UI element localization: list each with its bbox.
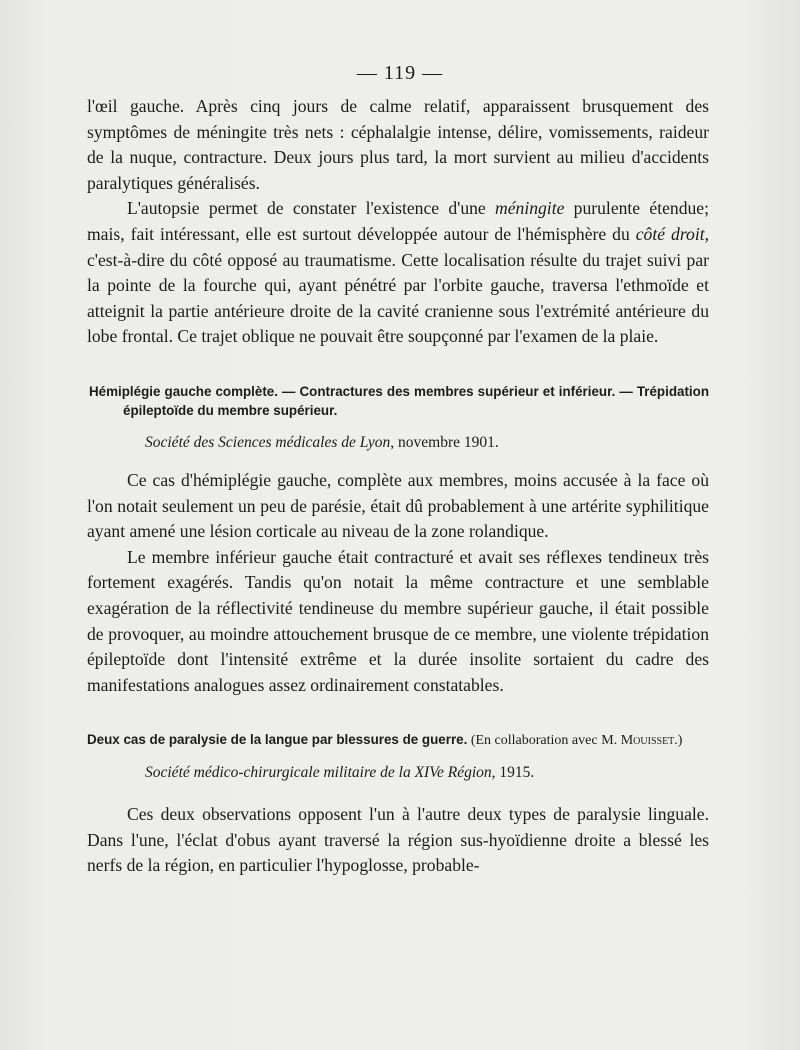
- paragraph-autopsie: [87, 196, 709, 350]
- heading-paralysie-collab: (En collaboration avec: [467, 733, 598, 749]
- heading-paralysie-name: M. Mouisset.): [601, 733, 683, 749]
- heading-paralysie-title: Deux cas de paralysie de la langue par blessures de guerre.: [87, 732, 468, 748]
- paragraph-continuation: l'œil gauche. Après cinq jours de calme relatif, apparaissent brusquement des symptômes de méningite très nets : céphalalgie intense, délire, vomissements, raideur de la nuque, contracture. Deux jours plus tard, la mort survient au milieu d'accidents paralytiques généralisés.: [87, 96, 709, 193]
- autopsie-text-a: L'autopsie permet de constater l'existence d'une: [127, 198, 496, 219]
- paragraph-hemiplegie-2: Le membre inférieur gauche était contracturé et avait ses réflexes tendineux très fortement exagérés. Tandis qu'on notait la même contracture et une semblable exagération de la réflectivité tendineuse du membre supérieur gauche, il était possible de provoquer, au moindre attouchement brusque de ce membre, une violente trépidation épileptoïde dont l'intensité extrême et la durée insolite sortaient du cadre des manifestations analogues assez ordinairement constatables.: [87, 546, 709, 695]
- source-society-militaire: Société médico-chirurgicale militaire de la XIVe Région: [145, 764, 492, 782]
- paragraph-hemiplegie-1: Ce cas d'hémiplégie gauche, complète aux membres, moins accusée à la face où l'on notait seulement un peu de parésie, était dû probablement à une artérite syphilitique ayant amené une lésion corticale au niveau de la zone rolandique.: [87, 469, 709, 542]
- page-content: [87, 94, 709, 879]
- autopsie-text-c: purulente étendue; mais, fait intéressant, elle est surtout développée autour de l'hémisphère du: [87, 198, 709, 244]
- page-number: — 119 —: [356, 62, 444, 84]
- autopsie-meningite: méningite: [495, 198, 565, 219]
- source-date-lyon: , novembre 1901.: [390, 433, 499, 451]
- source-date-militaire: , 1915.: [491, 764, 535, 782]
- paragraph-paralysie-1: Ces deux observations opposent l'un à l'autre deux types de paralysie linguale. Dans l'une, l'éclat d'obus ayant traversé la région sus-hyoïdienne droite a blessé les nerfs de la région, en particulier l'hypoglosse, probable-: [87, 804, 709, 876]
- source-society-lyon: Société des Sciences médicales de Lyon: [145, 433, 391, 451]
- section-heading-paralysie: [87, 730, 709, 750]
- autopsie-cote-droit: côté droit: [635, 223, 705, 244]
- section-source-militaire: [145, 762, 709, 784]
- section-heading-hemiplegie: Hémiplégie gauche complète. — Contractures des membres supérieur et inférieur. — Trépidation épileptoïde du membre supérieur.: [89, 383, 709, 418]
- section-source-lyon: [145, 432, 709, 454]
- autopsie-text-e: , c'est-à-dire du côté opposé au traumatisme. Cette localisation résulte du trajet suivi par la pointe de la fourche qui, ayant pénétré par l'orbite gauche, traversa l'ethmoïde et atteignit la partie antérieure droite de la cavité cranienne sous l'extrémité antérieure du lobe frontal. Ce trajet oblique ne pouvait être soupçonné par l'examen de la plaie.: [87, 223, 710, 347]
